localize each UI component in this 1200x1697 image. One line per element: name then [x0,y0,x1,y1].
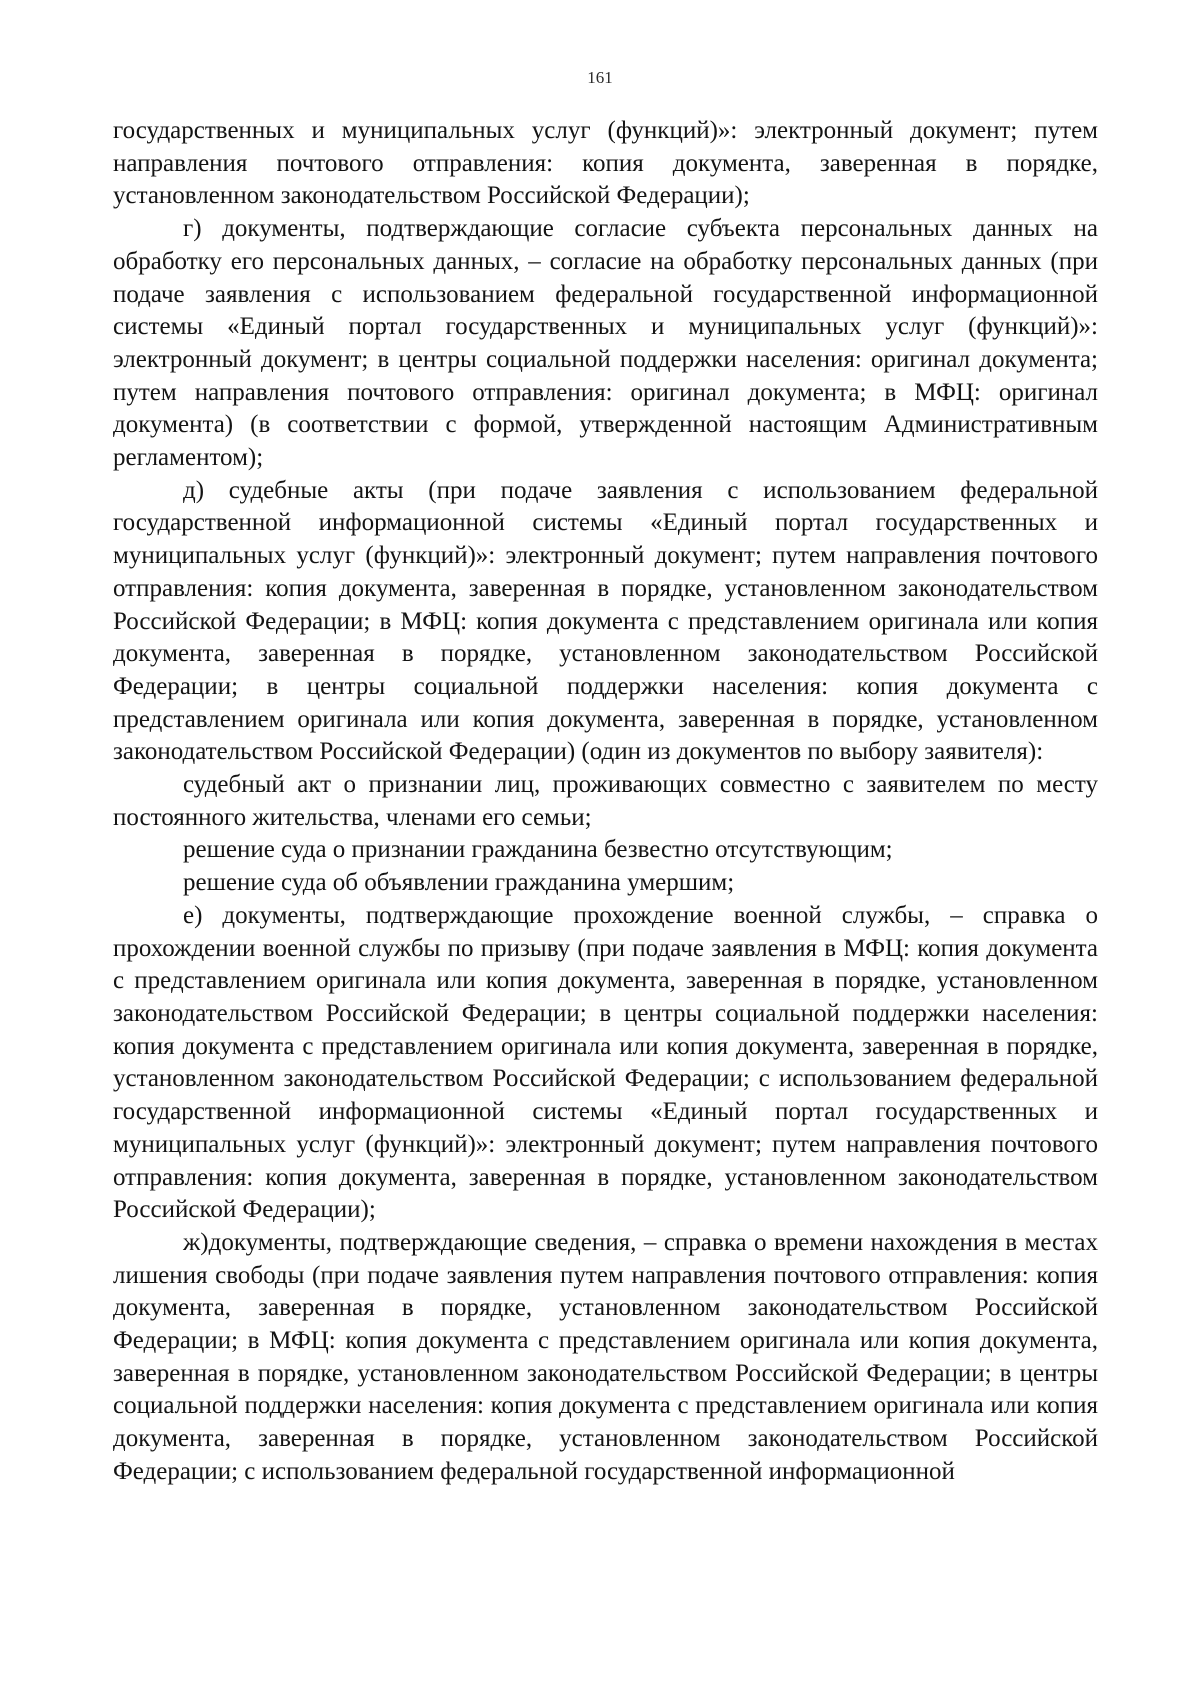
paragraph-court-act-family: судебный акт о признании лиц, проживающих совместно с заявителем по месту постоянного жительства, членами его семьи; [113,771,1098,831]
paragraph-court-decision-missing: решение суда о признании гражданина безвестно отсутствующим; [183,836,893,864]
document-body [113,115,1098,1489]
paragraph-item-g: г) документы, подтверждающие согласие субъекта персональных данных на обработку его персональных данных, – согласие на обработку персональных данных (при подаче заявления с использованием федеральной государственной информационной системы «Единый портал государственных и муниципальных услуг (функций)»: электронный документ; в центры социальной поддержки населения: оригинал документа; путем направления почтового отправления: оригинал документа; в МФЦ: оригинал документа) (в соответствии с формой, утвержденной настоящим Административным регламентом); [113,215,1098,472]
paragraph-item-zh: ж)документы, подтверждающие сведения, – справка о времени нахождения в местах лишения свободы (при подаче заявления путем направления почтового отправления: копия документа, заверенная в порядке, установленном законодательством Российской Федерации; в МФЦ: копия документа с представлением оригинала или копия документа, заверенная в порядке, установленном законодательством Российской Федерации; в центры социальной поддержки населения: копия документа с представлением оригинала или копия документа, заверенная в порядке, установленном законодательством Российской Федерации; с использованием федеральной государственной информационной [113,1228,1098,1485]
page-number: 161 [587,68,613,87]
paragraph-continuation: государственных и муниципальных услуг (функций)»: электронный документ; путем направления почтового отправления: копия документа, заверенная в порядке, установленном законодательством Российской Федерации); [113,117,1098,210]
paragraph-item-e: е) документы, подтверждающие прохождение военной службы, – справка о прохождении военной службы по призыву (при подаче заявления в МФЦ: копия документа с представлением оригинала или копия документа, заверенная в порядке, установленном законодательством Российской Федерации; в центры социальной поддержки населения: копия документа с представлением оригинала или копия документа, заверенная в порядке, установленном законодательством Российской Федерации; с использованием федеральной государственной информационной системы «Единый портал государственных и муниципальных услуг (функций)»: электронный документ; путем направления почтового отправления: копия документа, заверенная в порядке, установленном законодательством Российской Федерации); [113,901,1098,1224]
paragraph-court-decision-deceased: решение суда об объявлении гражданина умершим; [183,869,735,897]
paragraph-item-d: д) судебные акты (при подаче заявления с использованием федеральной государственной информационной системы «Единый портал государственных и муниципальных услуг (функций)»: электронный документ; путем направления почтового отправления: копия документа, заверенная в порядке, установленном законодательством Российской Федерации; в МФЦ: копия документа с представлением оригинала или копия документа, заверенная в порядке, установленном законодательством Российской Федерации; в центры социальной поддержки населения: копия документа с представлением оригинала или копия документа, заверенная в порядке, установленном законодательством Российской Федерации) (один из документов по выбору заявителя): [113,476,1098,766]
